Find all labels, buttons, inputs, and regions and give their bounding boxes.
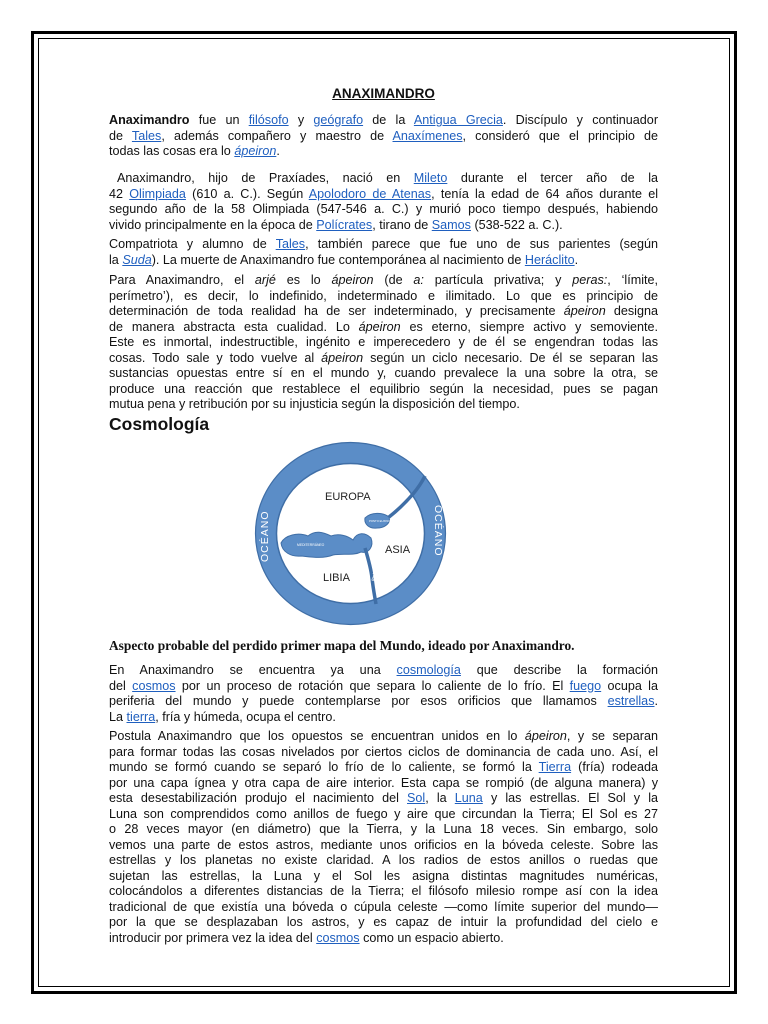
link-apeiron[interactable]: ápeiron xyxy=(234,144,277,158)
link-apolodoro[interactable]: Apolodoro de Atenas xyxy=(308,186,432,201)
figure-caption: Aspecto probable del perdido primer mapa del Mundo, ideado por Anaximandro. xyxy=(109,638,575,653)
label-europa: EUROPA xyxy=(325,491,371,503)
link-sol[interactable]: Sol xyxy=(407,791,426,805)
link-cosmos[interactable]: cosmos xyxy=(132,678,176,693)
link-tales[interactable]: Tales xyxy=(131,128,162,143)
link-filosofo[interactable]: filósofo xyxy=(248,113,289,127)
link-geografo[interactable]: geógrafo xyxy=(313,113,364,127)
label-oceano-left: OCÉANO xyxy=(259,510,271,562)
link-heraclito[interactable]: Heráclito xyxy=(524,252,575,267)
label-ponto: PONTO EUXINO xyxy=(369,519,391,523)
link-policrates[interactable]: Polícrates xyxy=(316,217,373,232)
link-cosmologia[interactable]: cosmología xyxy=(396,663,461,677)
bold-name: Anaximandro xyxy=(109,113,190,127)
paragraph-biography: Anaximandro, hijo de Praxíades, nació en Mileto durante el tercer año de la 42 Olimpiada (610 a. C.). Según Apolodoro de Atenas, tenía la edad de 64 años durante el segundo año de la 58 Olimpiada (547-546 a. C.) y murió poco tiempo después, habiendo vivido principalmente en la época de Polícrates, tirano de Samos (538-522 a. C.). xyxy=(109,171,658,232)
label-oceano-right: OCÉANO xyxy=(432,505,444,557)
label-libia: LIBIA xyxy=(323,572,350,584)
link-fuego[interactable]: fuego xyxy=(569,678,602,693)
link-antigua-grecia[interactable]: Antigua Grecia xyxy=(413,113,503,127)
label-asia: ASIA xyxy=(385,544,411,556)
label-rio-fasis: Río Fasis xyxy=(395,489,410,504)
world-map-figure xyxy=(253,440,448,627)
label-rio-nilo: Río Nilo xyxy=(371,567,378,582)
link-olimpiada[interactable]: Olimpiada xyxy=(129,186,186,201)
section-heading-cosmologia: Cosmología xyxy=(109,414,210,434)
paragraph-relatives: Compatriota y alumno de Tales, también parece que fue uno de sus parientes (según la Suda). La muerte de Anaximandro fue contemporánea al nacimiento de Heráclito. xyxy=(109,237,658,267)
link-samos[interactable]: Samos xyxy=(431,217,471,232)
link-mileto[interactable]: Mileto xyxy=(413,171,448,185)
label-mediterraneo: MEDITERRÁNEO xyxy=(297,543,325,547)
link-estrellas[interactable]: estrellas xyxy=(607,694,655,708)
paragraph-arje: Para Anaximandro, el arjé es lo ápeiron (de a: partícula privativa; y peras:, ‘límite, perímetro’), es decir, lo indefinido, indeterminado e ilimitado. Lo que es principio de determinación de toda realidad ha de ser indeterminado, y precisamente ápeiron designa de manera abstracta esta cualidad. Lo ápeiron es eterno, siempre activo y semoviente. Este es inmortal, indestructible, ingénito e imperecedero y de él se engendran todas las cosas. Todo sale y todo vuelve al ápeiron según un ciclo necesario. De él se separan las sustancias opuestas entre sí en el mundo y, cuando prevalece la una sobre la otra, se produce una reacción que restablece el equilibrio según la necesidad, pues se pagan mutua pena y retribución por su injusticia según la disposición del tiempo. xyxy=(109,273,659,411)
link-anaximenes[interactable]: Anaxímenes xyxy=(392,128,463,143)
inner-land xyxy=(277,464,425,604)
link-tierra-2[interactable]: Tierra xyxy=(538,760,572,774)
link-cosmos-2[interactable]: cosmos xyxy=(316,930,360,945)
paragraph-opuestos: Postula Anaximandro que los opuestos se encuentran unidos en lo ápeiron, y se separan para formar todas las cosas nivelados por ciertos ciclos de dominancia de cada uno. Así, el mundo se formó cuando se separó lo frío de lo caliente, se formó la Tierra (fría) rodeada por una capa ígnea y otra capa de aire interior. Esta capa se rompió (de alguna manera) y esta desestabilización produjo el nacimiento del Sol, la Luna y las estrellas. El Sol y la Luna son comprendidos como anillos de fuego y aire que circundan la Tierra; El Sol es 27 o 28 veces mayor (en diámetro) que la Tierra, y la Luna 18 veces. Sin embargo, solo vemos una parte de estos astros, mediante unos orificios en la bóveda celeste. Sobre las estrellas y los planetas no existe claridad. A los radios de estos anillos o ruedas que sujetan las estrellas, la Luna y el Sol les asigna distintas magnitudes numéricas, colocándolos a diferentes distancias de la Tierra; el filósofo milesio rompe así con la idea tradicional de que existía una bóveda o cúpula celeste —como límite superior del mundo— por la que se desplazaban los astros, y es capaz de intuir la profundidad del cielo e introducir por primera vez la idea del cosmos como un espacio abierto. xyxy=(109,729,659,945)
link-suda[interactable]: Suda xyxy=(122,252,152,267)
page-title: ANAXIMANDRO xyxy=(332,86,435,101)
link-tierra[interactable]: tierra xyxy=(126,709,156,724)
link-luna[interactable]: Luna xyxy=(454,791,483,805)
paragraph-cosmologia: En Anaximandro se encuentra ya una cosmología que describe la formación del cosmos por un proceso de rotación que separa lo caliente de lo frío. El fuego ocupa la periferia del mundo y puede contemplarse por esos orificios que llamamos estrellas. La tierra, fría y húmeda, ocupa el centro. xyxy=(109,663,658,724)
link-tales-2[interactable]: Tales xyxy=(275,237,306,251)
paragraph-intro: Anaximandro fue un filósofo y geógrafo de la Antigua Grecia. Discípulo y continuador de Tales, además compañero y maestro de Anaxímenes, consideró que el principio de todas las cosas era lo ápeiron. xyxy=(109,113,659,158)
